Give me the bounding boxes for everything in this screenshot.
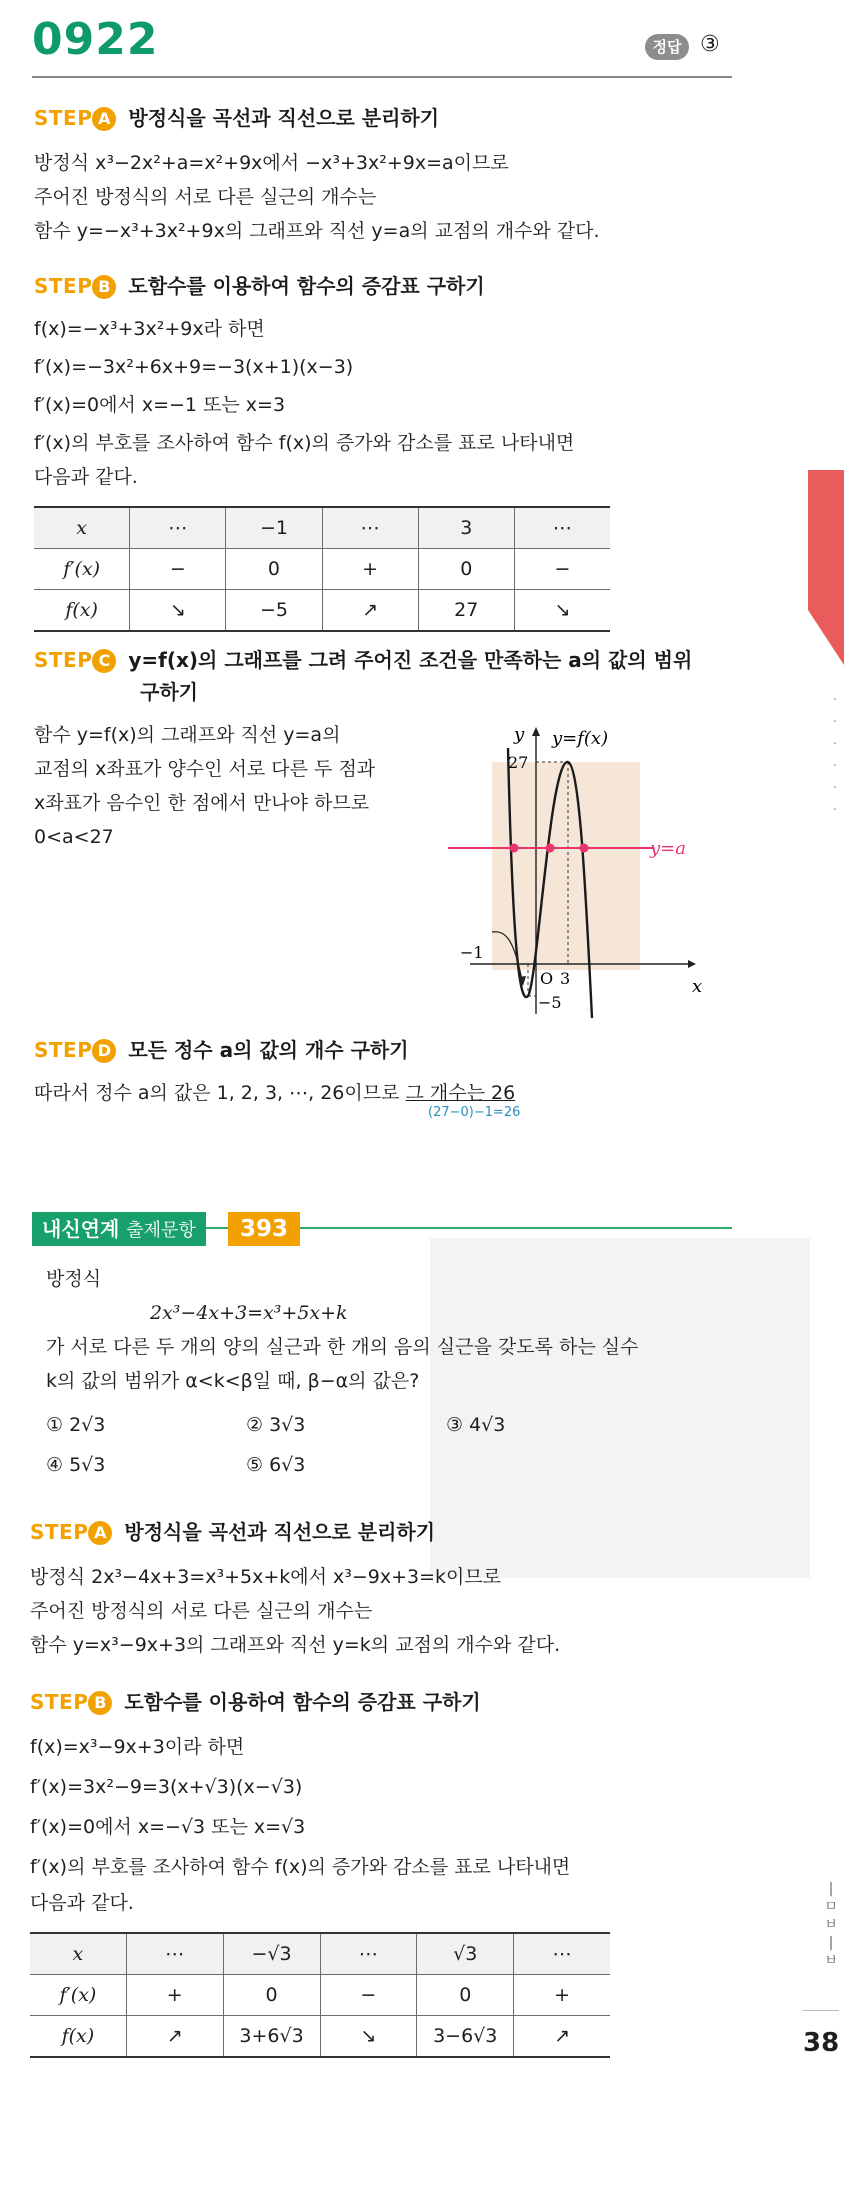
banner-number: 393 [228, 1212, 300, 1246]
step-c-heading-cont: 구하기 [140, 680, 198, 704]
step-b-heading: STEP B 도함수를 이용하여 함수의 증감표 구하기 [34, 274, 485, 298]
table-cell: ↗ [126, 2016, 223, 2058]
cubic-graph [440, 718, 710, 1018]
x-axis-arrow [688, 960, 696, 968]
table-cell: f′(x) [30, 1975, 126, 2016]
table-cell: ↗ [322, 590, 418, 632]
step-b-line-2: f′(x)=−3x²+6x+9=−3(x+1)(x−3) [34, 356, 354, 378]
side-vertical-text: | ㅁ ㅂ | ㅂ [824, 1881, 838, 1969]
table-cell: 0 [418, 549, 514, 590]
table-cell: + [514, 1975, 610, 2016]
table-cell: f(x) [30, 2016, 126, 2058]
problem-line-3: 가 서로 다른 두 개의 양의 실근과 한 개의 음의 실근을 갖도록 하는 실수 [46, 1336, 639, 1358]
table-cell: 3 [418, 507, 514, 549]
variation-table-1 [34, 506, 610, 632]
table-cell: ⋯ [320, 1933, 417, 1975]
header-divider [32, 76, 732, 78]
table-cell: f′(x) [34, 549, 130, 590]
label-minus-1: −1 [460, 943, 484, 962]
table-cell: ⋯ [322, 507, 418, 549]
table-cell: − [514, 549, 610, 590]
step-b-line-4: f′(x)의 부호를 조사하여 함수 f(x)의 증가와 감소를 표로 나타내면 [34, 432, 575, 454]
table-row [34, 507, 610, 549]
sub-step-b-line-2: f′(x)=3x²−9=3(x+√3)(x−√3) [30, 1776, 303, 1798]
step-b-line-5: 다음과 같다. [34, 466, 138, 488]
table-cell: − [130, 549, 226, 590]
step-d-answer: 그 개수는 26 [405, 1082, 516, 1104]
sub-step-a-line-3: 함수 y=x³−9x+3의 그래프와 직선 y=k의 교점의 개수와 같다. [30, 1634, 561, 1656]
table-cell: + [322, 549, 418, 590]
y-axis-label: y [514, 724, 525, 745]
table-cell: √3 [417, 1933, 514, 1975]
shaded-region [492, 762, 640, 970]
table-cell: ↘ [320, 2016, 417, 2058]
table-cell: ⋯ [126, 1933, 223, 1975]
sub-step-b-line-4: f′(x)의 부호를 조사하여 함수 f(x)의 증가와 감소를 표로 나타내면 [30, 1856, 571, 1878]
answer-value: ③ [700, 32, 720, 57]
table-cell: 0 [226, 549, 322, 590]
label-27: 27 [508, 753, 529, 772]
variation-table-2 [30, 1932, 610, 2058]
side-tab-notch [808, 610, 844, 665]
problem-equation: 2x³−4x+3=x³+5x+k [150, 1302, 348, 1324]
step-d-heading: STEP D 모든 정수 a의 값의 개수 구하기 [34, 1038, 409, 1062]
answer-badge: 정답 [645, 34, 689, 60]
intersection-point [510, 844, 519, 853]
page-number: 38 [803, 2028, 840, 2058]
table-cell: f(x) [34, 590, 130, 632]
step-c-line-1: 함수 y=f(x)의 그래프와 직선 y=a의 [34, 724, 341, 746]
table-cell: − [320, 1975, 417, 2016]
step-c-line-2: 교점의 x좌표가 양수인 서로 다른 두 점과 [34, 758, 376, 780]
table-cell: ↗ [514, 2016, 610, 2058]
step-d-note: (27−0)−1=26 [428, 1105, 521, 1120]
step-c-line-3: x좌표가 음수인 한 점에서 만나야 하므로 [34, 792, 370, 814]
table-cell: ↘ [130, 590, 226, 632]
table-cell: 0 [417, 1975, 514, 2016]
sub-step-b-heading: STEP B 도함수를 이용하여 함수의 증감표 구하기 [30, 1690, 481, 1714]
sub-step-b-line-1: f(x)=x³−9x+3이라 하면 [30, 1736, 245, 1758]
table-cell: x [30, 1933, 126, 1975]
table-row [30, 1933, 610, 1975]
problem-line-4: k의 값의 범위가 α<k<β일 때, β−α의 값은? [46, 1370, 420, 1392]
table-cell: ⋯ [514, 507, 610, 549]
sub-step-a-heading: STEP A 방정식을 곡선과 직선으로 분리하기 [30, 1520, 436, 1544]
table-cell: + [126, 1975, 223, 2016]
table-cell: ↘ [514, 590, 610, 632]
step-c-line-4: 0<a<27 [34, 826, 114, 848]
table-cell: ⋯ [514, 1933, 610, 1975]
choice-2[interactable]: ② 3√3 [246, 1414, 306, 1436]
step-a-heading: STEP A 방정식을 곡선과 직선으로 분리하기 [34, 106, 440, 130]
banner-title: 내신연계 출제문항 [32, 1212, 206, 1246]
step-a-line-1: 방정식 x³−2x²+a=x²+9x에서 −x³+3x²+9x=a이므로 [34, 152, 509, 174]
sub-step-b-line-3: f′(x)=0에서 x=−√3 또는 x=√3 [30, 1816, 306, 1838]
sub-step-b-line-5: 다음과 같다. [30, 1892, 134, 1914]
table-cell: 3−6√3 [417, 2016, 514, 2058]
table-cell: ⋯ [130, 507, 226, 549]
label-minus-5: −5 [538, 993, 562, 1012]
problem-number: 0922 [32, 14, 159, 65]
choice-4[interactable]: ④ 5√3 [46, 1454, 106, 1476]
choice-3[interactable]: ③ 4√3 [446, 1414, 506, 1436]
step-a-line-3: 함수 y=−x³+3x²+9x의 그래프와 직선 y=a의 교점의 개수와 같다. [34, 220, 600, 242]
line-label: y=a [650, 838, 686, 859]
y-axis-arrow [532, 727, 540, 736]
label-3: 3 [560, 969, 571, 988]
table-cell: 27 [418, 590, 514, 632]
table-row [30, 1975, 610, 2016]
sub-step-a-line-2: 주어진 방정식의 서로 다른 실근의 개수는 [30, 1600, 373, 1622]
table-row [30, 2016, 610, 2058]
step-d-line: 따라서 정수 a의 값은 1, 2, 3, ⋯, 26이므로 그 개수는 26 [34, 1082, 516, 1104]
step-b-line-1: f(x)=−x³+3x²+9x라 하면 [34, 318, 265, 340]
label-origin: O [540, 969, 554, 988]
choice-1[interactable]: ① 2√3 [46, 1414, 106, 1436]
intersection-point [546, 844, 555, 853]
table-cell: x [34, 507, 130, 549]
table-cell: −1 [226, 507, 322, 549]
step-c-heading: STEP C y=f(x)의 그래프를 그려 주어진 조건을 만족하는 a의 값의 범위 [34, 648, 693, 672]
ghost-background [430, 1238, 810, 1578]
page-number-rule [803, 2010, 839, 2011]
x-axis-label: x [692, 976, 703, 997]
side-tab-dots: · · · · · · [832, 693, 838, 818]
intersection-point [580, 844, 589, 853]
choice-5[interactable]: ⑤ 6√3 [246, 1454, 306, 1476]
table-cell: 3+6√3 [223, 2016, 320, 2058]
step-b-line-3: f′(x)=0에서 x=−1 또는 x=3 [34, 394, 286, 416]
table-cell: −√3 [223, 1933, 320, 1975]
sub-step-a-line-1: 방정식 2x³−4x+3=x³+5x+k에서 x³−9x+3=k이므로 [30, 1566, 502, 1588]
table-row [34, 590, 610, 632]
problem-line-1: 방정식 [46, 1268, 102, 1290]
table-cell: 0 [223, 1975, 320, 2016]
table-row [34, 549, 610, 590]
step-a-line-2: 주어진 방정식의 서로 다른 실근의 개수는 [34, 186, 377, 208]
curve-label: y=f(x) [552, 728, 609, 749]
table-cell: −5 [226, 590, 322, 632]
